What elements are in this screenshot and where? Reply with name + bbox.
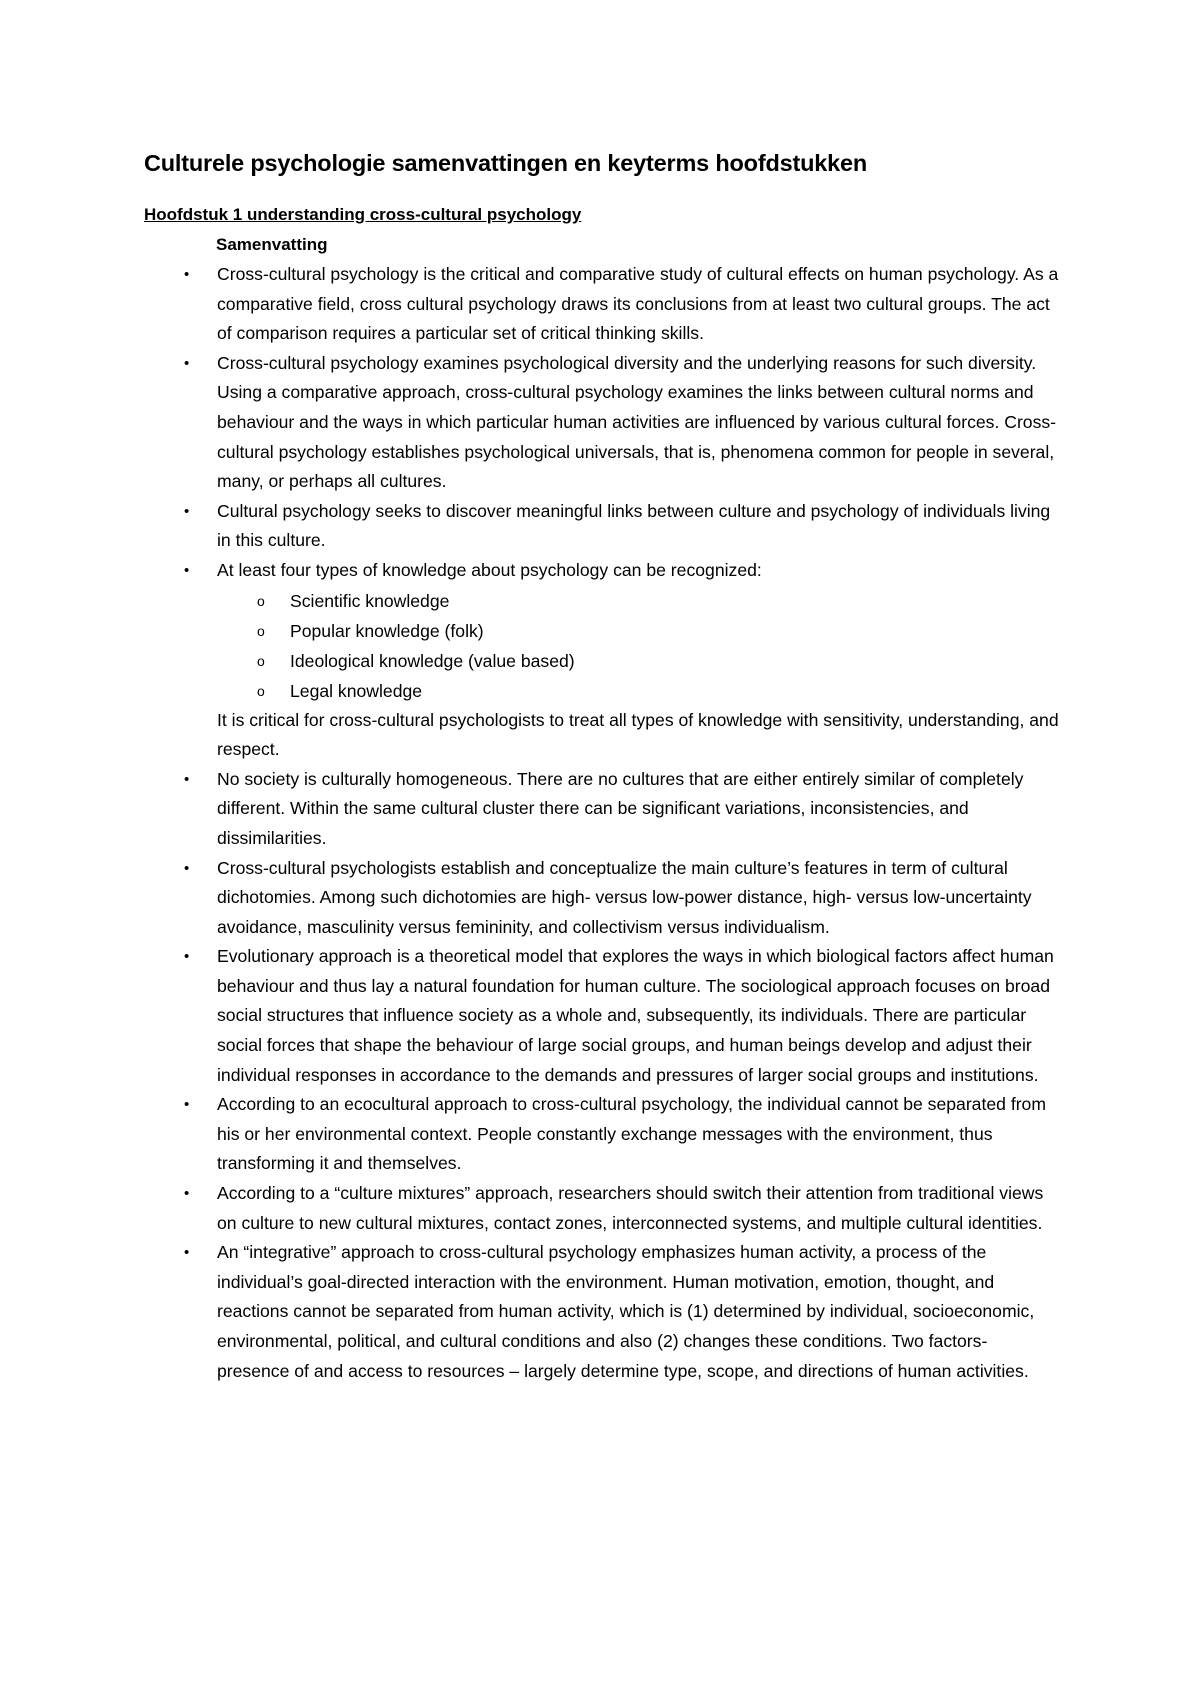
bullet-icon: • [184, 354, 190, 372]
section-label-samenvatting: Samenvatting [216, 235, 328, 254]
list-item [144, 260, 1064, 349]
sub-item-text: Legal knowledge [290, 680, 423, 701]
sub-item-text: Popular knowledge (folk) [290, 620, 484, 641]
circle-bullet-icon: o [257, 592, 265, 609]
bullet-icon: • [184, 1244, 190, 1262]
list-item [144, 1090, 1064, 1179]
circle-bullet-icon: o [257, 622, 265, 639]
bullet-text: Cross-cultural psychology is the critical and comparative study of cultural effects on human psychology. As a comparative field, cross cultural psychology draws its conclusions from at least two cultural groups. The act of comparison requires a particular set of critical thinking skills. [217, 264, 1059, 344]
bullet-icon: • [184, 770, 190, 788]
knowledge-types-sublist [144, 586, 1064, 706]
list-item [144, 586, 1064, 616]
circle-bullet-icon: o [257, 652, 265, 669]
list-item [144, 942, 1064, 1090]
bullet-icon: • [184, 948, 190, 966]
bullet-text: No society is culturally homogeneous. There are no cultures that are either entirely similar of completely different. Within the same cultural cluster there can be significant variations, inconsistencies, and dissimilarities. [217, 768, 1024, 848]
circle-bullet-icon: o [257, 682, 265, 699]
list-item [144, 854, 1064, 943]
sub-item-text: Scientific knowledge [290, 590, 450, 611]
sub-item-text: Ideological knowledge (value based) [290, 650, 575, 671]
bullet-text: At least four types of knowledge about psychology can be recognized: [217, 559, 762, 580]
summary-bullet-list-continued [144, 765, 1064, 1386]
bullet-icon: • [184, 502, 190, 520]
list-item [144, 1179, 1064, 1238]
list-item [144, 1238, 1064, 1386]
list-item [144, 765, 1064, 854]
bullet-text: An “integrative” approach to cross-cultural psychology emphasizes human activity, a process of the individual’s goal-directed interaction with the environment. Human motivation, emotion, thought, and reactions cannot be separated from human activity, which is (1) determined by individual, socioeconomic, environmental, political, and cultural conditions and also (2) changes these conditions. Two factors- presence of and access to resources – largely determine type, scope, and directions of human activities. [217, 1242, 1035, 1381]
document-body [144, 146, 1064, 1386]
list-item [144, 676, 1064, 706]
list-item [144, 497, 1064, 556]
bullet-text: Evolutionary approach is a theoretical model that explores the ways in which biological factors affect human behaviour and thus lay a natural foundation for human culture. The sociological approach focuses on broad social structures that influence society as a whole and, subsequently, its individuals. There are particular social forces that shape the behaviour of large social groups, and human beings develop and adjust their individual responses in accordance to the demands and pressures of larger social groups and institutions. [217, 946, 1054, 1085]
list-item [144, 616, 1064, 646]
document-title: Culturele psychologie samenvattingen en keyterms hoofdstukken [144, 150, 868, 176]
list-item [144, 349, 1064, 497]
bullet-icon: • [184, 1185, 190, 1203]
bullet-text: Cross-cultural psychology examines psychological diversity and the underlying reasons for such diversity. Using a comparative approach, cross-cultural psychology examines the links between cultural norms and behaviour and the ways in which particular human activities are influenced by various cultural forces. Cross-cultural psychology establishes psychological universals, that is, phenomena common for people in several, many, or perhaps all cultures. [217, 352, 1057, 492]
chapter-heading: Hoofdstuk 1 understanding cross-cultural psychology [144, 205, 582, 224]
list-item [144, 556, 1064, 586]
bullet-icon: • [184, 266, 190, 283]
bullet-icon: • [184, 859, 190, 877]
bullet-text: Cultural psychology seeks to discover meaningful links between culture and psychology of individuals living in this culture. [217, 500, 1051, 551]
bullet-text: According to a “culture mixtures” approach, researchers should switch their attention from traditional views on culture to new cultural mixtures, contact zones, interconnected systems, and multiple cultural identities. [217, 1183, 1044, 1233]
summary-bullet-list [144, 260, 1064, 586]
knowledge-followup-paragraph: It is critical for cross-cultural psychologists to treat all types of knowledge with sensitivity, understanding, and respect. [217, 709, 1059, 760]
bullet-icon: • [184, 1096, 190, 1114]
bullet-text: Cross-cultural psychologists establish and conceptualize the main culture’s features in term of cultural dichotomies. Among such dichotomies are high- versus low-power distance, high- versus low-uncertainty avoidance, masculinity versus femininity, and collectivism versus individualism. [217, 857, 1032, 937]
bullet-text: According to an ecocultural approach to cross-cultural psychology, the individual cannot be separated from his or her environmental context. People constantly exchange messages with the environment, thus transforming it and themselves. [217, 1094, 1047, 1174]
list-item [144, 646, 1064, 676]
bullet-icon: • [184, 561, 190, 579]
